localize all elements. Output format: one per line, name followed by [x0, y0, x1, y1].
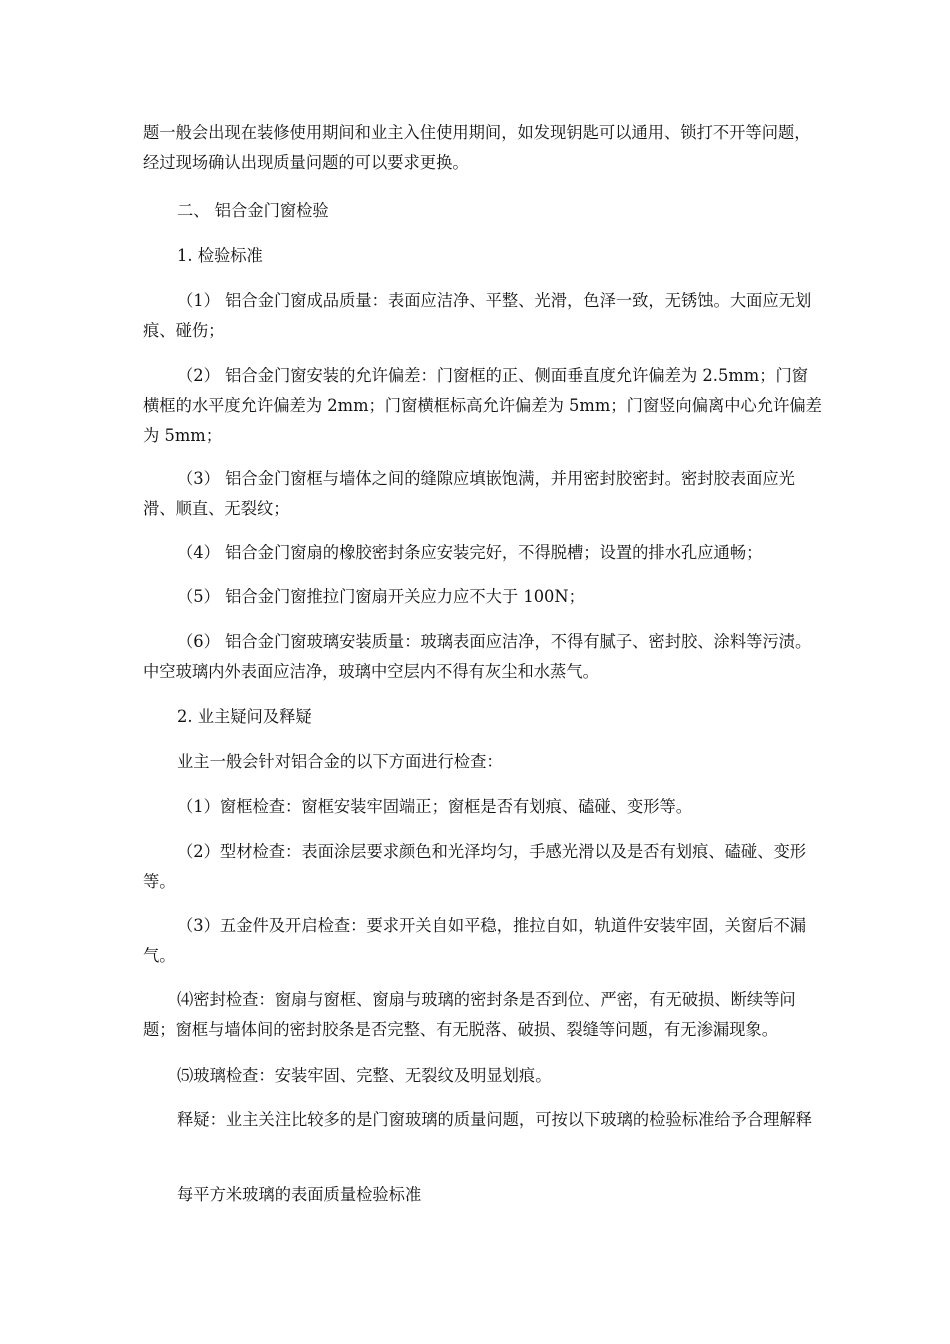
list-item-6: （6） 铝合金门窗玻璃安装质量：玻璃表面应洁净，不得有腻子、密封胶、涂料等污渍。中空玻璃内外表面应洁净，玻璃中空层内不得有灰尘和水蒸气。 — [143, 632, 812, 681]
subsection-heading-owner-questions: 2. 业主疑问及释疑 — [177, 707, 312, 726]
glass-standard-heading: 每平方米玻璃的表面质量检验标准 — [177, 1185, 422, 1204]
section-heading-aluminum-windows: 二、 铝合金门窗检验 — [177, 201, 329, 220]
check-item-profile: （2）型材检查：表面涂层要求颜色和光泽均匀，手感光滑以及是否有划痕、磕碰、变形等。 — [143, 842, 807, 891]
list-item-3: （3） 铝合金门窗框与墙体之间的缝隙应填嵌饱满，并用密封胶密封。密封胶表面应光滑、顺直、无裂纹； — [143, 469, 795, 518]
check-item-hardware: （3）五金件及开启检查：要求开关自如平稳，推拉自如，轨道件安装牢固，关窗后不漏气。 — [143, 916, 807, 965]
paragraph-continuation: 题一般会出现在装修使用期间和业主入住使用期间，如发现钥匙可以通用、锁打不开等问题，经过现场确认出现质量问题的可以要求更换。 — [143, 123, 811, 172]
check-item-glass: ⑸玻璃检查：安装牢固、完整、无裂纹及明显划痕。 — [177, 1066, 552, 1085]
check-item-frame: （1）窗框检查：窗框安装牢固端正；窗框是否有划痕、磕碰、变形等。 — [177, 797, 693, 816]
subsection-heading-inspection-standard: 1. 检验标准 — [177, 246, 263, 265]
list-item-5: （5） 铝合金门窗推拉门窗扇开关应力应不大于 100N； — [177, 587, 585, 606]
list-item-4: （4） 铝合金门窗扇的橡胶密封条应安装完好，不得脱槽；设置的排水孔应通畅； — [177, 543, 763, 562]
check-item-seal: ⑷密封检查：窗扇与窗框、窗扇与玻璃的密封条是否到位、严密，有无破损、断续等问题；窗框与墙体间的密封胶条是否完整、有无脱落、破损、裂缝等问题，有无渗漏现象。 — [143, 990, 796, 1039]
list-item-2: （2） 铝合金门窗安装的允许偏差：门窗框的正、侧面垂直度允许偏差为 2.5mm；门窗横框的水平度允许偏差为 2mm；门窗横框标高允许偏差为 5mm；门窗竖向偏离中心允许偏差为 5mm； — [143, 366, 822, 445]
explanation-paragraph: 释疑：业主关注比较多的是门窗玻璃的质量问题，可按以下玻璃的检验标准给予合理解释 — [177, 1110, 812, 1129]
owner-check-intro: 业主一般会针对铝合金的以下方面进行检查： — [177, 752, 503, 771]
list-item-1: （1） 铝合金门窗成品质量：表面应洁净、平整、光滑，色泽一致，无锈蚀。大面应无划痕、碰伤； — [143, 291, 812, 340]
